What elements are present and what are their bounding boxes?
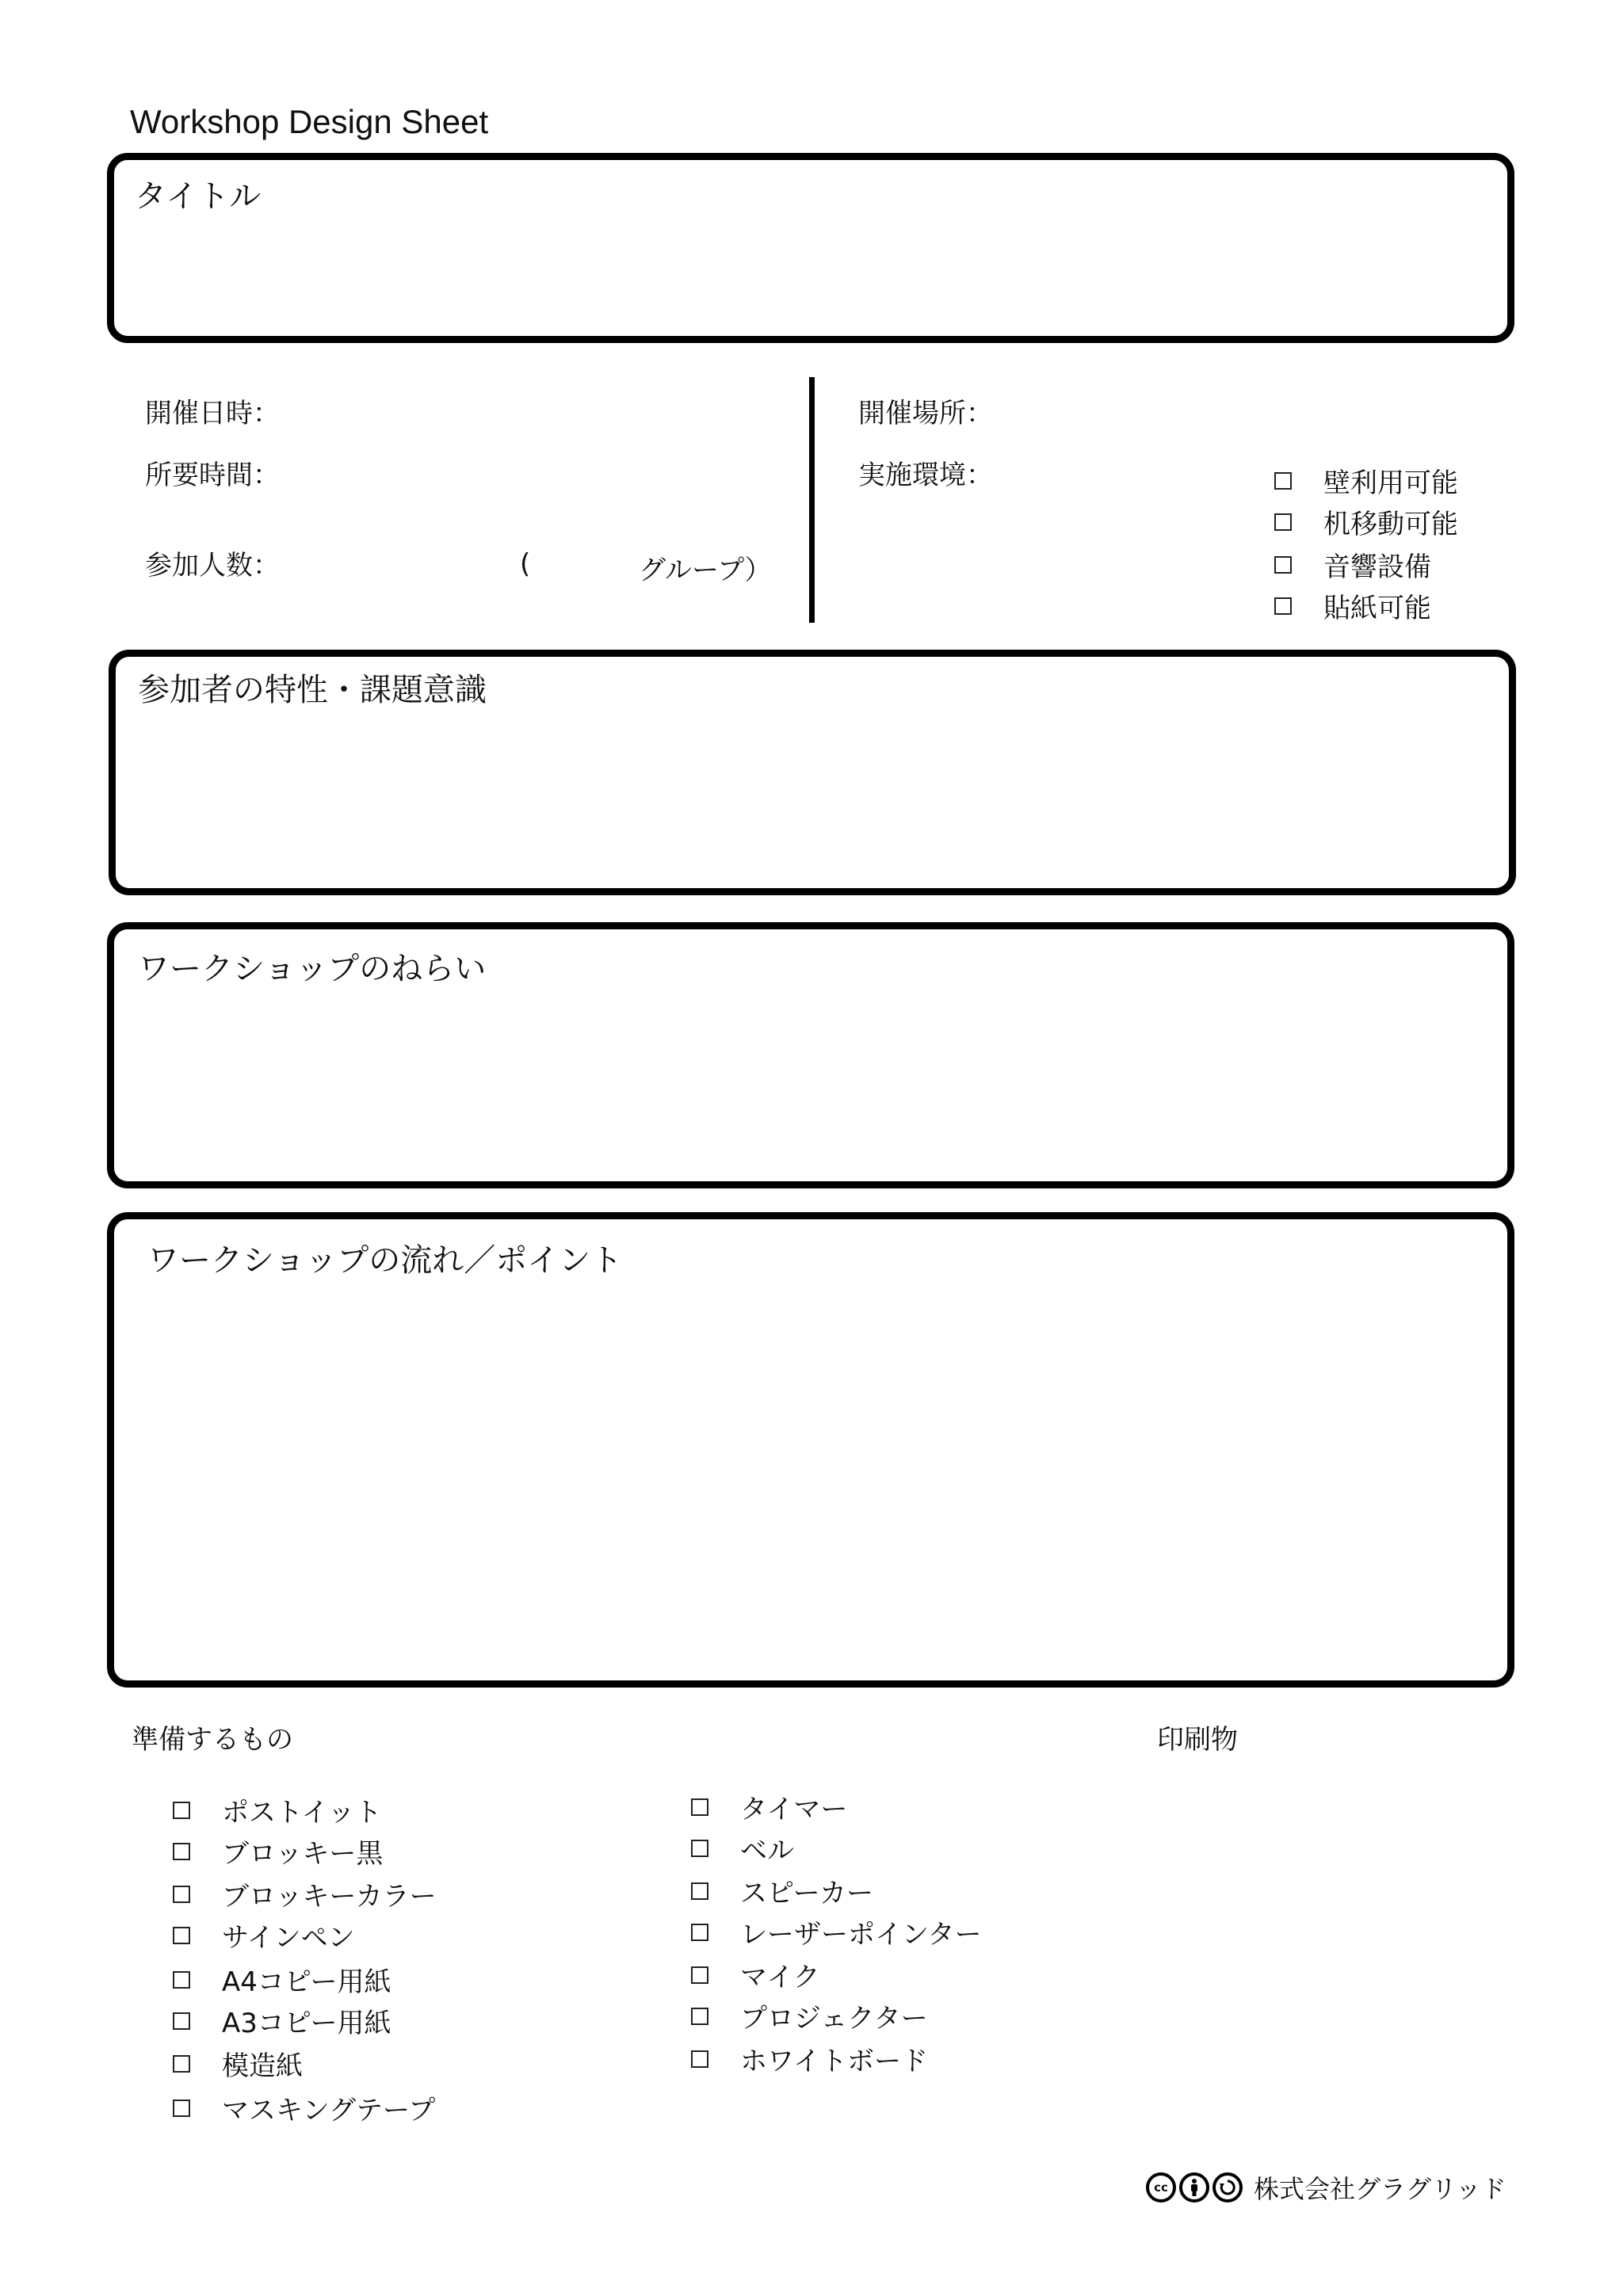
env-option-label: 音響設備 [1323,551,1431,583]
prep-item[interactable] [691,1829,794,1867]
checkbox-icon[interactable] [1274,597,1292,615]
checkbox-icon[interactable] [691,1924,708,1941]
footer-company: 株式会社グラグリッド [1254,2174,1507,2204]
prep-item-label: ブロッキーカラー [222,1881,437,1913]
checkbox-icon[interactable] [691,2008,708,2025]
checkbox-icon[interactable] [173,2055,190,2073]
sa-icon [1212,2172,1243,2203]
checkbox-icon[interactable] [1274,556,1292,574]
checkbox-icon[interactable] [1274,513,1292,531]
checkbox-icon[interactable] [691,1882,708,1900]
checkbox-icon[interactable] [173,1843,190,1860]
cc-icon: cc [1146,2172,1176,2203]
prep-item-label: マイク [740,1962,820,1993]
prep-item[interactable] [173,1960,391,1999]
flow-box-label: ワークショップの流れ／ポイント [147,1242,623,1279]
title-box[interactable] [107,153,1514,343]
prep-item[interactable] [173,1875,437,1913]
checkbox-icon[interactable] [691,2050,708,2068]
env-option-label: 机移動可能 [1323,509,1458,540]
title-box-label: タイトル [135,178,262,215]
prep-item-label: ベル [740,1835,794,1867]
checkbox-icon[interactable] [173,1971,190,1989]
env-option-label: 壁利用可能 [1323,467,1458,499]
prep-item[interactable] [691,1787,847,1826]
aim-box-label: ワークショップのねらい [138,951,487,987]
checkbox-icon[interactable] [1274,472,1292,490]
prep-item[interactable] [173,2001,391,2040]
checkbox-icon[interactable] [691,1798,708,1816]
prep-item-label: サインペン [222,1922,355,1954]
prep-item[interactable] [691,1871,873,1910]
prep-item-label: タイマー [740,1794,848,1825]
group-open-paren: ( [520,548,531,580]
print-label: 印刷物 [1157,1724,1238,1756]
prep-item[interactable] [173,2044,303,2083]
environment-label: 実施環境： [858,460,993,491]
env-option-desk[interactable] [1274,502,1458,541]
env-option-audio[interactable] [1274,545,1431,584]
aim-box[interactable] [107,922,1514,1188]
prep-item[interactable] [691,2039,928,2078]
prep-item-label: プロジェクター [740,2003,928,2035]
prep-item[interactable] [691,1955,820,1994]
prep-item-label: ホワイトボード [740,2046,928,2077]
participants-box-label: 参加者の特性・課題意識 [138,672,487,708]
prep-item[interactable] [173,1916,355,1955]
prep-item-label: A3コピー用紙 [222,2008,391,2039]
by-icon [1179,2172,1209,2203]
prep-item[interactable] [173,1791,382,1829]
flow-box[interactable] [107,1212,1514,1688]
venue-label: 開催場所： [858,398,993,429]
prep-item-label: スピーカー [740,1878,873,1909]
footer-license [1146,2169,1507,2206]
participants-label: 参加人数： [145,550,280,582]
prep-item[interactable] [691,1997,928,2035]
prep-item-label: マスキングテープ [222,2095,436,2126]
prep-item[interactable] [691,1913,982,1951]
info-divider [809,377,815,623]
group-label: グループ） [639,555,772,586]
prep-item-label: A4コピー用紙 [222,1966,391,1998]
env-option-label: 貼紙可能 [1323,593,1431,624]
prep-item-label: ポストイット [222,1797,382,1829]
prep-item[interactable] [173,2088,435,2127]
prep-item-label: 模造紙 [222,2050,303,2082]
env-option-poster[interactable] [1274,586,1431,625]
checkbox-icon[interactable] [173,1927,190,1944]
env-option-wall[interactable] [1274,461,1458,500]
checkbox-icon[interactable] [691,1840,708,1857]
prep-item-label: レーザーポインター [740,1919,982,1951]
checkbox-icon[interactable] [173,2012,190,2030]
checkbox-icon[interactable] [173,1802,190,1819]
prep-label: 準備するもの [132,1724,293,1756]
participants-box[interactable] [109,650,1516,895]
checkbox-icon[interactable] [173,2100,190,2117]
duration-label: 所要時間： [145,460,280,491]
document-title: Workshop Design Sheet [130,103,489,140]
prep-item[interactable] [173,1832,383,1871]
checkbox-icon[interactable] [691,1966,708,1984]
date-label: 開催日時： [145,398,280,429]
prep-item-label: ブロッキー黒 [222,1838,384,1870]
checkbox-icon[interactable] [173,1886,190,1903]
